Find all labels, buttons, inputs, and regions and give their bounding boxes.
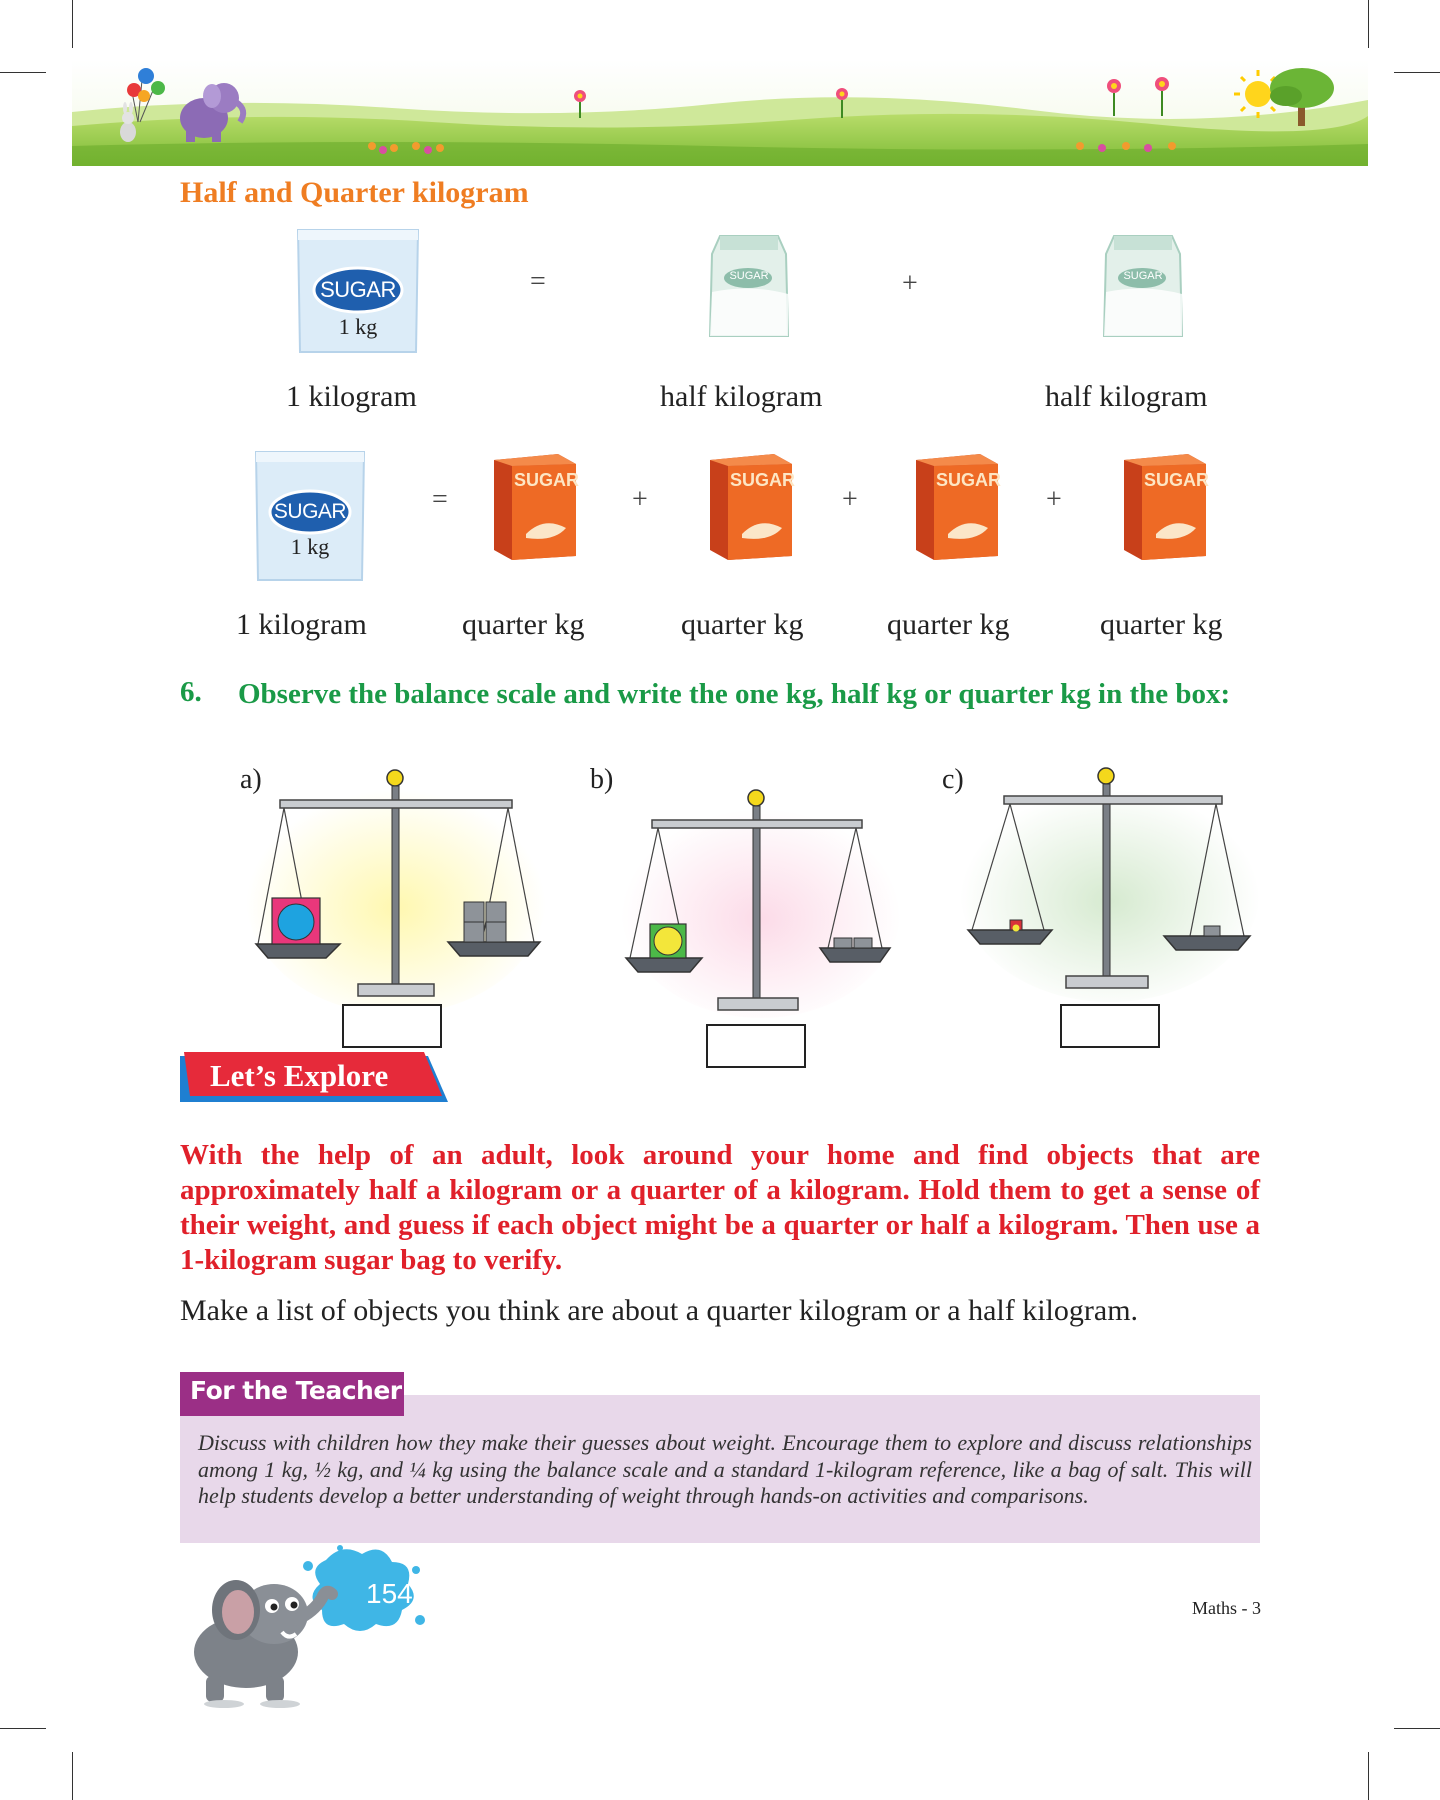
bag-weight-label: 1 kg: [338, 314, 378, 339]
question-text: Observe the balance scale and write the one kg, half kg or quarter kg in the box:: [238, 678, 1231, 710]
answer-box-b[interactable]: [706, 1024, 806, 1068]
plus-sign: +: [902, 268, 918, 299]
balance-scale-b: [616, 778, 906, 1023]
caption-quarter-kg: quarter kg: [681, 608, 804, 641]
sugar-bag-1kg: [252, 448, 368, 589]
answer-box-c[interactable]: [1060, 1004, 1160, 1048]
crop-mark: [72, 0, 73, 48]
teacher-paragraph: Discuss with children how they make their guesses about weight. Encourage them to explore and discuss relationships among 1 kg, ½ kg, and ¼ kg using the balance scale and a standard 1-kilogram reference, like a bag of salt. This will help students develop a better understanding of weight through hands-on activities and comparisons.: [198, 1430, 1252, 1508]
caption-quarter-kg: quarter kg: [462, 608, 585, 641]
crop-mark: [1368, 0, 1369, 48]
half-kg-bag: [1100, 232, 1186, 347]
small-bag-brand: SUGAR: [1123, 270, 1163, 282]
box-brand-label: SUGAR: [1144, 470, 1210, 490]
crop-mark: [0, 72, 46, 73]
scale-label-a: a): [240, 764, 262, 795]
bag-brand-label: SUGAR: [273, 500, 347, 523]
explore-paragraph: With the help of an adult, look around your home and find objects that are approximately half a kilogram or a quarter of a kilogram. Hold them to get a sense of their weight, and guess if each object might be a quarter or half a kilogram. Then use a 1-kilogram sugar bag to verify.: [180, 1139, 1260, 1276]
caption-1kg: 1 kilogram: [236, 608, 367, 641]
bag-weight-label: 1 kg: [290, 534, 330, 559]
plus-sign: +: [1046, 484, 1062, 515]
quarter-kg-box: [492, 450, 578, 567]
book-name: Maths - 3: [1192, 1598, 1261, 1618]
equals-sign: =: [432, 484, 448, 515]
teacher-tag-label: For the Teacher: [190, 1376, 402, 1405]
explore-title: Let’s Explore: [210, 1058, 389, 1093]
scale-label-c: c): [942, 764, 964, 795]
sugar-bag-1kg: [294, 226, 422, 361]
box-brand-label: SUGAR: [514, 470, 580, 490]
caption-half-kg: half kilogram: [660, 380, 823, 413]
caption-quarter-kg: quarter kg: [1100, 608, 1223, 641]
crop-mark: [72, 1752, 73, 1800]
crop-mark: [1368, 1752, 1369, 1800]
quarter-kg-box: [914, 450, 1000, 567]
equals-sign: =: [530, 266, 546, 297]
caption-quarter-kg: quarter kg: [887, 608, 1010, 641]
elephant-mascot-icon: [176, 1540, 456, 1715]
box-brand-label: SUGAR: [936, 470, 1002, 490]
question-number: 6.: [180, 676, 202, 708]
bag-brand-label: SUGAR: [320, 277, 396, 302]
scale-label-b: b): [590, 764, 614, 795]
quarter-kg-box: [1122, 450, 1208, 567]
half-kg-bag: [706, 232, 792, 347]
balance-scale-c: [960, 762, 1260, 1007]
answer-box-a[interactable]: [342, 1004, 442, 1048]
header-banner: [72, 60, 1368, 166]
plus-sign: +: [842, 484, 858, 515]
section-title: Half and Quarter kilogram: [180, 176, 529, 209]
crop-mark: [1394, 72, 1440, 73]
quarter-kg-box: [708, 450, 794, 567]
plus-sign: +: [632, 484, 648, 515]
page-number: 154: [366, 1578, 413, 1609]
small-bag-brand: SUGAR: [729, 270, 769, 282]
caption-half-kg: half kilogram: [1045, 380, 1208, 413]
crop-mark: [1394, 1728, 1440, 1729]
box-brand-label: SUGAR: [730, 470, 796, 490]
crop-mark: [0, 1728, 46, 1729]
list-instruction: Make a list of objects you think are about a quarter kilogram or a half kilogram.: [180, 1294, 1139, 1327]
caption-1kg: 1 kilogram: [286, 380, 417, 413]
balance-scale-a: [246, 766, 556, 1021]
